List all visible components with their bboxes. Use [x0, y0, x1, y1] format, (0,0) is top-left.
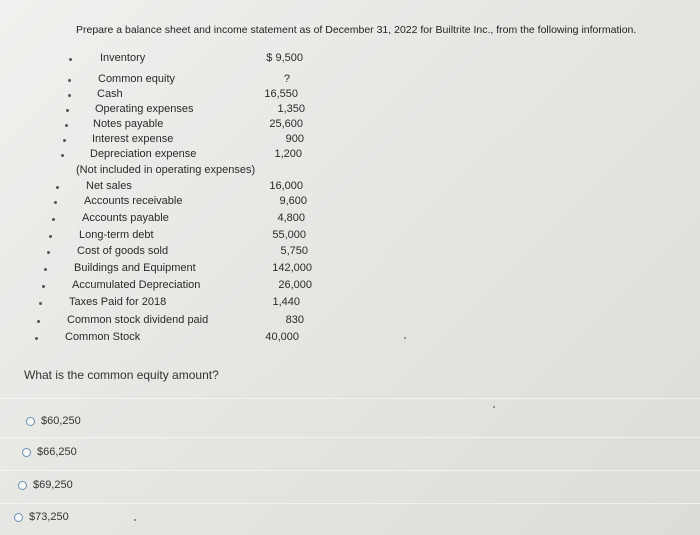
item-label: Notes payable	[93, 118, 164, 130]
divider	[0, 437, 700, 438]
bullet	[65, 124, 68, 127]
bullet	[49, 235, 52, 238]
item-label: Common Stock	[65, 331, 141, 343]
bullet	[39, 302, 42, 305]
item-value: 55,000	[272, 229, 306, 241]
radio-button[interactable]	[18, 481, 27, 490]
item-label: Cost of goods sold	[77, 245, 169, 257]
bullet	[37, 320, 40, 323]
bullet	[66, 109, 69, 112]
dust-speck	[404, 337, 406, 339]
item-value: 4,800	[277, 212, 305, 224]
item-label: Taxes Paid for 2018	[69, 296, 167, 308]
item-label: Buildings and Equipment	[74, 262, 196, 274]
instruction-text: Prepare a balance sheet and income statement as of December 31, 2022 for Builtrite Inc., from the following information.	[76, 24, 637, 36]
item-label: Net sales	[86, 180, 132, 192]
bullet	[56, 186, 59, 189]
divider	[0, 503, 700, 504]
item-value: 40,000	[265, 331, 299, 343]
answer-option[interactable]	[18, 479, 73, 491]
divider	[0, 470, 700, 471]
item-value: 9,600	[279, 195, 307, 207]
bullet	[68, 79, 71, 82]
answer-option[interactable]	[22, 446, 77, 458]
answer-option[interactable]	[26, 415, 81, 427]
item-label: Long-term debt	[79, 229, 154, 241]
item-value: 142,000	[272, 262, 312, 274]
item-label: Common equity	[98, 73, 176, 85]
radio-button[interactable]	[26, 417, 35, 426]
item-value: 26,000	[278, 279, 312, 291]
item-value: 5,750	[280, 245, 308, 257]
bullet	[47, 251, 50, 254]
bullet	[35, 337, 38, 340]
item-value: 1,200	[274, 148, 302, 160]
bullet	[63, 139, 66, 142]
option-label: $66,250	[37, 446, 77, 458]
item-value: 25,600	[269, 118, 303, 130]
item-label: Accounts receivable	[84, 195, 183, 207]
bullet	[42, 285, 45, 288]
divider	[0, 398, 700, 399]
item-value: 900	[285, 133, 304, 145]
bullet	[54, 201, 57, 204]
item-label: Common stock dividend paid	[67, 314, 209, 326]
bullet	[61, 154, 64, 157]
option-label: $69,250	[33, 479, 73, 491]
item-label: Depreciation expense	[90, 148, 197, 160]
bullet	[44, 268, 47, 271]
dust-speck	[134, 519, 136, 521]
item-value: 1,440	[272, 296, 300, 308]
item-label: Cash	[97, 88, 123, 100]
item-label: Operating expenses	[95, 103, 194, 115]
item-value: 830	[285, 314, 304, 326]
option-label: $73,250	[29, 511, 69, 523]
item-label: Accounts payable	[82, 212, 169, 224]
bullet	[52, 218, 55, 221]
item-value: $ 9,500	[266, 52, 303, 64]
item-label: Interest expense	[92, 133, 174, 145]
answer-option[interactable]	[14, 511, 69, 523]
question-text: What is the common equity amount?	[24, 368, 219, 382]
item-label: Inventory	[100, 52, 146, 64]
dust-speck	[493, 406, 495, 408]
radio-button[interactable]	[22, 448, 31, 457]
item-value: ?	[283, 73, 290, 85]
bullet	[68, 94, 71, 97]
item-label: Accumulated Depreciation	[72, 279, 201, 291]
option-label: $60,250	[41, 415, 81, 427]
item-value: 16,550	[264, 88, 298, 100]
item-label: (Not included in operating expenses)	[76, 164, 256, 176]
item-value: 16,000	[269, 180, 303, 192]
radio-button[interactable]	[14, 513, 23, 522]
bullet	[69, 58, 72, 61]
item-value: 1,350	[277, 103, 305, 115]
